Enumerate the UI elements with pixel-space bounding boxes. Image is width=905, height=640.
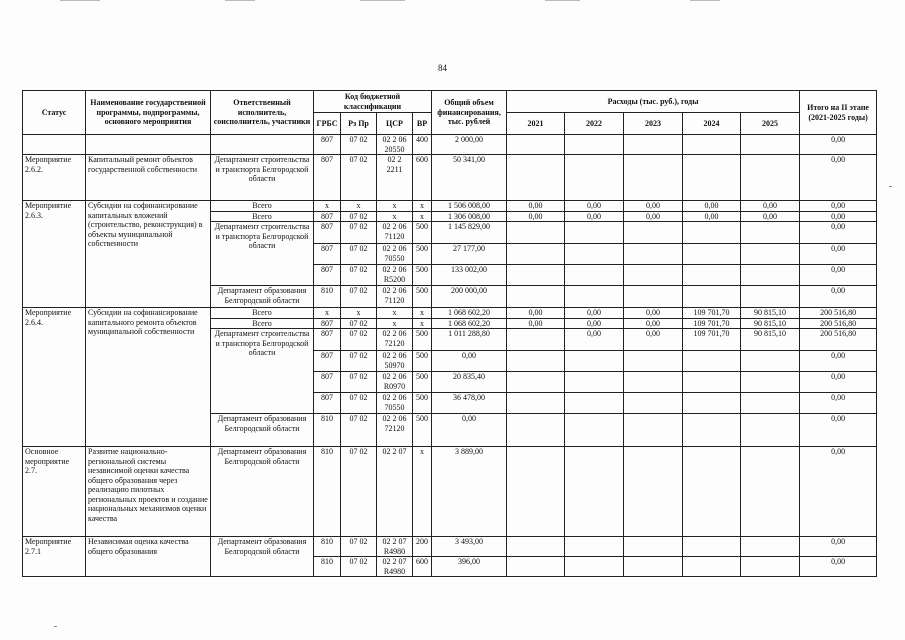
cell-grbs: 810	[314, 557, 341, 577]
cell-2024: 109 701,70	[683, 308, 741, 319]
cell-2025: 0,00	[741, 211, 800, 222]
cell-executor: Департамент строительства и транспорта Белгородской области	[211, 155, 314, 201]
cell-csr: 02 2 06 71120	[377, 222, 413, 244]
cell-itogo: 0,00	[800, 155, 877, 201]
cell-grbs: 807	[314, 135, 341, 155]
cell-grbs: 810	[314, 414, 341, 447]
cell-2024: 0,00	[683, 201, 741, 212]
cell-2025: 90 815,10	[741, 329, 800, 351]
cell-rz: 07 02	[341, 393, 377, 414]
cell-vr: 200	[413, 537, 432, 557]
table-row	[23, 201, 877, 212]
cell-csr: 02 2 06 71120	[377, 286, 413, 308]
cell-itogo: 0,00	[800, 135, 877, 155]
cell-status: Мероприятие 2.6.4.	[23, 308, 86, 447]
header-itogo: Итого на II этапе (2021-2025 годы)	[800, 91, 877, 135]
cell-csr: х	[377, 318, 413, 329]
cell-rz: 07 02	[341, 537, 377, 557]
cell-csr: 02 2 06 50970	[377, 351, 413, 372]
cell-2021: 0,00	[507, 211, 565, 222]
cell-executor: Департамент строительства и транспорта Белгородской области	[211, 329, 314, 414]
cell-total: 20 835,40	[432, 372, 507, 393]
cell-total: 3 889,00	[432, 447, 507, 537]
cell-2024: 109 701,70	[683, 318, 741, 329]
cell-csr: 02 2 06 20550	[377, 135, 413, 155]
cell-itogo: 0,00	[800, 201, 877, 212]
cell-rz: 07 02	[341, 244, 377, 265]
cell-csr: х	[377, 211, 413, 222]
cell-2022: 0,00	[565, 201, 624, 212]
cell-grbs: 807	[314, 351, 341, 372]
cell-total: 0,00	[432, 351, 507, 372]
cell-grbs: 810	[314, 286, 341, 308]
cell-executor: Всего	[211, 308, 314, 319]
table-row	[23, 537, 877, 557]
header-grbs: ГРБС	[314, 113, 341, 135]
cell-itogo: 0,00	[800, 447, 877, 537]
cell-vr: 500	[413, 372, 432, 393]
header-status: Статус	[23, 91, 86, 135]
scan-artifact	[54, 626, 57, 627]
cell-grbs: 810	[314, 537, 341, 557]
cell-csr: 02 2 2211	[377, 155, 413, 201]
cell-total: 1 068 602,20	[432, 308, 507, 319]
cell-vr: 400	[413, 135, 432, 155]
cell-2022: 0,00	[565, 318, 624, 329]
cell-rz: 07 02	[341, 329, 377, 351]
cell-rz: 07 02	[341, 557, 377, 577]
cell-csr: х	[377, 201, 413, 212]
cell-grbs: х	[314, 308, 341, 319]
cell-2021: 0,00	[507, 308, 565, 319]
cell-grbs: 807	[314, 265, 341, 286]
cell-vr: 600	[413, 155, 432, 201]
cell-2023: 0,00	[624, 308, 683, 319]
cell-executor: Всего	[211, 201, 314, 212]
cell-rz: 07 02	[341, 318, 377, 329]
cell-vr: 500	[413, 265, 432, 286]
cell-name: Капитальный ремонт объектов государственной собственности	[86, 155, 211, 201]
cell-2022: 0,00	[565, 308, 624, 319]
header-rz: Рз Пр	[341, 113, 377, 135]
cell-status: Основное мероприятие 2.7.	[23, 447, 86, 537]
cell-total: 50 341,00	[432, 155, 507, 201]
cell-grbs: 807	[314, 329, 341, 351]
cell-vr: 500	[413, 286, 432, 308]
cell-vr: х	[413, 447, 432, 537]
cell-total: 27 177,00	[432, 244, 507, 265]
cell-executor: Департамент образования Белгородской области	[211, 537, 314, 577]
cell-2024: 0,00	[683, 211, 741, 222]
cell-executor: Департамент образования Белгородской области	[211, 447, 314, 537]
cell-rz: х	[341, 308, 377, 319]
cell-name: Независимая оценка качества общего образования	[86, 537, 211, 577]
cell-itogo: 0,00	[800, 351, 877, 372]
cell-2022: 0,00	[565, 329, 624, 351]
cell-total: 36 478,00	[432, 393, 507, 414]
cell-status: Мероприятие 2.7.1	[23, 537, 86, 577]
cell-total: 0,00	[432, 414, 507, 447]
table-row	[23, 135, 877, 155]
cell-total: 3 493,00	[432, 537, 507, 557]
cell-total: 133 002,00	[432, 265, 507, 286]
cell-itogo: 200 516,80	[800, 318, 877, 329]
cell-vr: 600	[413, 557, 432, 577]
cell-vr: 500	[413, 222, 432, 244]
page-number: 84	[438, 63, 447, 73]
cell-total: 2 000,00	[432, 135, 507, 155]
scan-artifact	[690, 0, 720, 1]
cell-itogo: 0,00	[800, 372, 877, 393]
cell-itogo: 200 516,80	[800, 308, 877, 319]
table-row	[23, 308, 877, 319]
cell-rz: 07 02	[341, 351, 377, 372]
header-total: Общий объем финансирования, тыс. рублей	[432, 91, 507, 135]
header-budget-code: Код бюджетной классификации	[314, 91, 432, 113]
cell-status: Мероприятие 2.6.3.	[23, 201, 86, 308]
table-row	[23, 447, 877, 537]
header-name: Наименование государственной программы, подпрограммы, основного мероприятия	[86, 91, 211, 135]
cell-itogo: 0,00	[800, 222, 877, 244]
cell-vr: х	[413, 318, 432, 329]
cell-itogo: 0,00	[800, 414, 877, 447]
cell-2023: 0,00	[624, 329, 683, 351]
cell-grbs: х	[314, 201, 341, 212]
cell-rz: 07 02	[341, 414, 377, 447]
cell-rz: 07 02	[341, 447, 377, 537]
header-2023: 2023	[624, 113, 683, 135]
cell-2025: 90 815,10	[741, 318, 800, 329]
cell-vr: х	[413, 211, 432, 222]
cell-total: 200 000,00	[432, 286, 507, 308]
cell-itogo: 200 516,80	[800, 329, 877, 351]
cell-itogo: 0,00	[800, 211, 877, 222]
cell-vr: 500	[413, 351, 432, 372]
scan-artifact	[360, 0, 405, 1]
cell-2023: 0,00	[624, 201, 683, 212]
scan-artifact	[60, 0, 100, 1]
cell-rz: 07 02	[341, 222, 377, 244]
cell-rz: 07 02	[341, 286, 377, 308]
cell-vr: х	[413, 308, 432, 319]
cell-rz: х	[341, 201, 377, 212]
cell-itogo: 0,00	[800, 537, 877, 557]
cell-csr: 02 2 06 R0970	[377, 372, 413, 393]
cell-grbs: 807	[314, 393, 341, 414]
cell-grbs: 807	[314, 244, 341, 265]
cell-rz: 07 02	[341, 372, 377, 393]
cell-executor: Департамент образования Белгородской области	[211, 414, 314, 447]
budget-table	[22, 90, 877, 577]
cell-total: 1 145 829,00	[432, 222, 507, 244]
cell-total: 1 306 008,00	[432, 211, 507, 222]
cell-grbs: 810	[314, 447, 341, 537]
cell-vr: 500	[413, 393, 432, 414]
header-2021: 2021	[507, 113, 565, 135]
cell-rz: 07 02	[341, 155, 377, 201]
cell-vr: 500	[413, 414, 432, 447]
scan-artifact	[545, 0, 580, 1]
cell-vr: х	[413, 201, 432, 212]
cell-rz: 07 02	[341, 211, 377, 222]
scan-artifact	[225, 0, 255, 1]
cell-itogo: 0,00	[800, 557, 877, 577]
cell-csr: 02 2 06 72120	[377, 329, 413, 351]
cell-itogo: 0,00	[800, 244, 877, 265]
cell-itogo: 0,00	[800, 265, 877, 286]
cell-csr: 02 2 06 70550	[377, 244, 413, 265]
header-2024: 2024	[683, 113, 741, 135]
table-row	[23, 155, 877, 201]
cell-2025: 90 815,10	[741, 308, 800, 319]
cell-grbs: 807	[314, 222, 341, 244]
cell-rz: 07 02	[341, 135, 377, 155]
cell-itogo: 0,00	[800, 286, 877, 308]
cell-executor: Всего	[211, 318, 314, 329]
cell-2023: 0,00	[624, 318, 683, 329]
cell-total: 396,00	[432, 557, 507, 577]
cell-vr: 500	[413, 329, 432, 351]
cell-name: Субсидии на софинансирование капитального ремонта объектов муниципальной собственности	[86, 308, 211, 447]
cell-status: Мероприятие 2.6.2.	[23, 155, 86, 201]
cell-2023: 0,00	[624, 211, 683, 222]
cell-name: Субсидии на софинансирование капитальных вложений (строительство, реконструкция) в объекты муниципальной собственности	[86, 201, 211, 308]
cell-2025: 0,00	[741, 201, 800, 212]
cell-2024: 109 701,70	[683, 329, 741, 351]
cell-vr: 500	[413, 244, 432, 265]
cell-executor: Департамент образования Белгородской области	[211, 286, 314, 308]
cell-grbs: 807	[314, 318, 341, 329]
cell-executor: Всего	[211, 211, 314, 222]
cell-rz: 07 02	[341, 265, 377, 286]
cell-total: 1 506 008,00	[432, 201, 507, 212]
header-csr: ЦСР	[377, 113, 413, 135]
cell-csr: 02 2 07 R4980	[377, 537, 413, 557]
cell-csr: 02 2 06 72120	[377, 414, 413, 447]
header-executor: Ответственный исполнитель, соисполнитель, участники	[211, 91, 314, 135]
header-expenses: Расходы (тыс. руб.), годы	[507, 91, 800, 113]
cell-itogo: 0,00	[800, 393, 877, 414]
cell-csr: х	[377, 308, 413, 319]
cell-2021: 0,00	[507, 318, 565, 329]
header-vr: ВР	[413, 113, 432, 135]
cell-grbs: 807	[314, 372, 341, 393]
cell-csr: 02 2 06 R5200	[377, 265, 413, 286]
cell-grbs: 807	[314, 155, 341, 201]
cell-grbs: 807	[314, 211, 341, 222]
cell-2021: 0,00	[507, 201, 565, 212]
cell-executor: Департамент строительства и транспорта Белгородской области	[211, 222, 314, 286]
header-2025: 2025	[741, 113, 800, 135]
cell-total: 1 011 288,80	[432, 329, 507, 351]
scan-artifact	[889, 186, 892, 187]
header-2022: 2022	[565, 113, 624, 135]
cell-csr: 02 2 07	[377, 447, 413, 537]
cell-csr: 02 2 07 R4980	[377, 557, 413, 577]
cell-csr: 02 2 06 70550	[377, 393, 413, 414]
cell-name: Развитие национально-региональной системы независимой оценки качества общего образования через реализацию пилотных региональных проектов и создание национальных механизмов оценки качества	[86, 447, 211, 537]
cell-2022: 0,00	[565, 211, 624, 222]
cell-total: 1 068 602,20	[432, 318, 507, 329]
